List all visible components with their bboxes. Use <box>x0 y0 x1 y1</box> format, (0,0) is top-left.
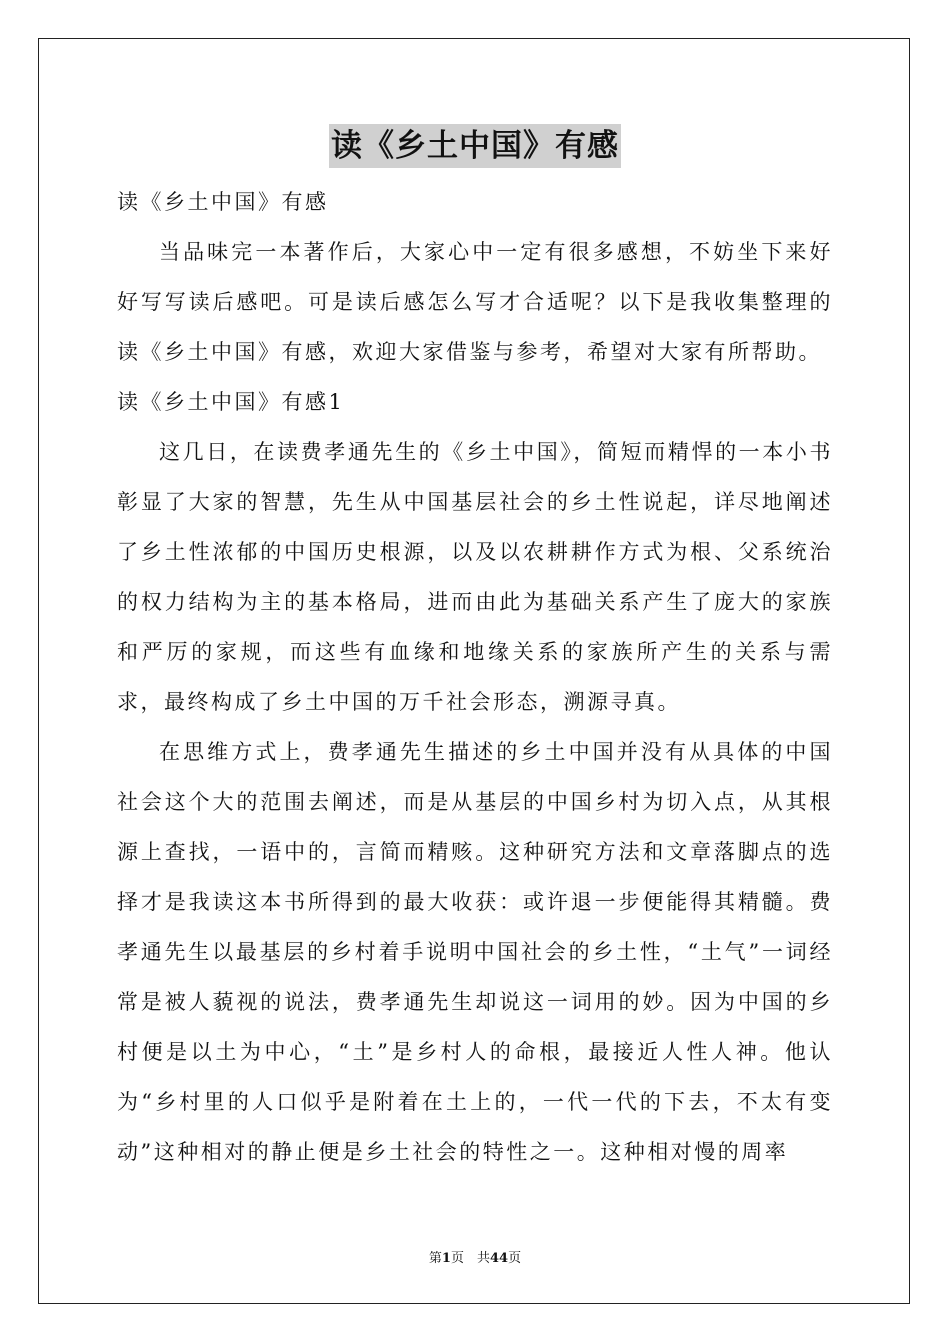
subtitle-line: 读《乡土中国》有感 <box>117 190 329 214</box>
footer-total-pages: 44 <box>489 1251 509 1266</box>
page-footer <box>0 1247 950 1266</box>
footer-mid: 页 共 <box>450 1251 490 1266</box>
document-body <box>117 177 833 1177</box>
document-title: 读《乡土中国》有感 <box>329 124 621 168</box>
section-heading: 读《乡土中国》有感1 <box>117 390 345 414</box>
footer-prefix: 第 <box>428 1251 442 1266</box>
body-paragraph: 这几日，在读费孝通先生的《乡土中国》，简短而精悍的一本小书彰显了大家的智慧，先生从中国基层社会的乡土性说起，详尽地阐述了乡土性浓郁的中国历史根源，以及以农耕耕作方式为根、父系统治的权力结构为主的基本格局，进而由此为基础关系产生了庞大的家族和严厉的家规，而这些有血缘和地缘关系的家族所产生的关系与需求，最终构成了乡土中国的万千社会形态，溯源寻真。 <box>117 440 833 714</box>
body-paragraph: 在思维方式上，费孝通先生描述的乡土中国并没有从具体的中国社会这个大的范围去阐述，而是从基层的中国乡村为切入点，从其根源上查找，一语中的，言简而精赅。这种研究方法和文章落脚点的选择才是我读这本书所得到的最大收获：或许退一步便能得其精髓。费孝通先生以最基层的乡村着手说明中国社会的乡土性，“土气”一词经常是被人藐视的说法，费孝通先生却说这一词用的妙。因为中国的乡村便是以土为中心，“土”是乡村人的命根，最接近人性人神。他认为“乡村里的人口似乎是附着在土上的，一代一代的下去，不太有变动”这种相对的静止便是乡土社会的特性之一。这种相对慢的周率 <box>117 740 833 1164</box>
intro-paragraph: 当品味完一本著作后，大家心中一定有很多感想，不妨坐下来好好写写读后感吧。可是读后感怎么写才合适呢？以下是我收集整理的读《乡土中国》有感，欢迎大家借鉴与参考，希望对大家有所帮助。 <box>117 240 833 364</box>
footer-suffix: 页 <box>508 1251 522 1266</box>
footer-current-page: 1 <box>441 1251 451 1266</box>
title-wrap <box>0 124 950 168</box>
